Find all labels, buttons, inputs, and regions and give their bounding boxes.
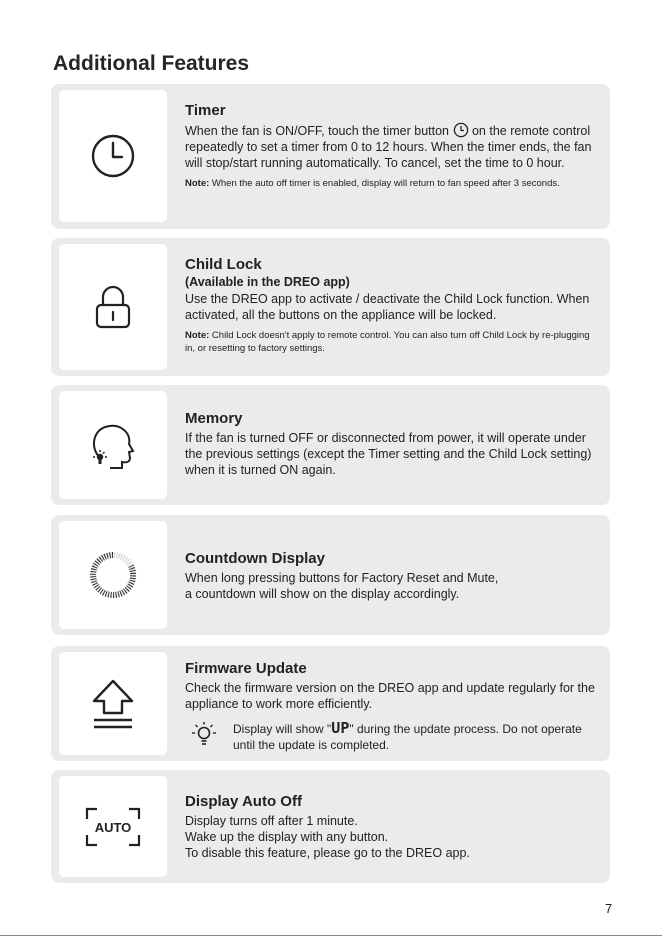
feature-card-timer	[51, 84, 610, 229]
upload-arrow-icon	[90, 677, 136, 731]
feature-content	[185, 792, 599, 861]
feature-body: Use the DREO app to activate / deactivate the Child Lock function. When activated, all the buttons on the appliance will be locked.	[185, 292, 590, 322]
feature-title: Countdown Display	[185, 550, 325, 567]
icon-box	[59, 776, 167, 877]
tip: Display will show "UP" during the update process. Do not operate until the update is completed.	[185, 720, 599, 753]
page-number: 7	[605, 901, 613, 916]
feature-content	[185, 549, 599, 602]
feature-body: Check the firmware version on the DREO app and update regularly for the appliance to work more efficiently.	[185, 681, 595, 711]
memory-head-icon	[88, 419, 138, 471]
bottom-divider	[0, 935, 662, 936]
icon-box	[59, 521, 167, 629]
feature-subtitle: (Available in the DREO app)	[185, 275, 350, 289]
feature-body: When long pressing buttons for Factory Reset and Mute, a countdown will show on the display accordingly.	[185, 571, 499, 601]
icon-box	[59, 244, 167, 370]
feature-content	[185, 255, 599, 355]
feature-card-firmware	[51, 646, 610, 761]
countdown-ring-icon	[88, 550, 138, 600]
feature-title: Timer	[185, 102, 226, 119]
feature-content	[185, 659, 599, 753]
feature-title: Display Auto Off	[185, 793, 302, 810]
feature-card-display-auto-off	[51, 770, 610, 883]
feature-body: When the fan is ON/OFF, touch the timer button on the remote control repeatedly to set a timer from 0 to 12 hours. When the timer ends, the fan will stop/start running automatically. To cancel, set the time to 0 hour.	[185, 124, 592, 170]
icon-box	[59, 652, 167, 755]
feature-body: Display turns off after 1 minute. Wake up the display with any button. To disable this feature, please go to the DREO app.	[185, 814, 470, 860]
feature-content	[185, 409, 599, 478]
feature-title: Firmware Update	[185, 660, 307, 677]
timer-button-icon	[453, 122, 469, 138]
auto-label: AUTO	[94, 819, 132, 835]
feature-note: Note: Child Lock doesn't apply to remote control. You can also turn off Child Lock by re-plugging in, or resetting to factory settings.	[185, 330, 590, 354]
feature-title: Child Lock	[185, 256, 262, 273]
feature-content	[185, 101, 599, 190]
feature-card-child-lock	[51, 238, 610, 376]
page-title: Additional Features	[53, 52, 250, 75]
clock-icon	[89, 132, 137, 180]
lock-icon	[93, 283, 133, 331]
icon-box	[59, 391, 167, 499]
icon-box	[59, 90, 167, 222]
feature-body: If the fan is turned OFF or disconnected from power, it will operate under the previous settings (except the Timer setting and the Child Lock setting) when it is turned ON again.	[185, 431, 592, 477]
feature-card-memory	[51, 385, 610, 505]
lightbulb-icon	[189, 720, 219, 750]
feature-title: Memory	[185, 410, 243, 427]
feature-card-countdown	[51, 515, 610, 635]
up-code: UP	[331, 719, 350, 737]
feature-note: Note: When the auto off timer is enabled, display will return to fan speed after 3 seconds.	[185, 178, 560, 189]
auto-frame-icon	[83, 805, 143, 849]
